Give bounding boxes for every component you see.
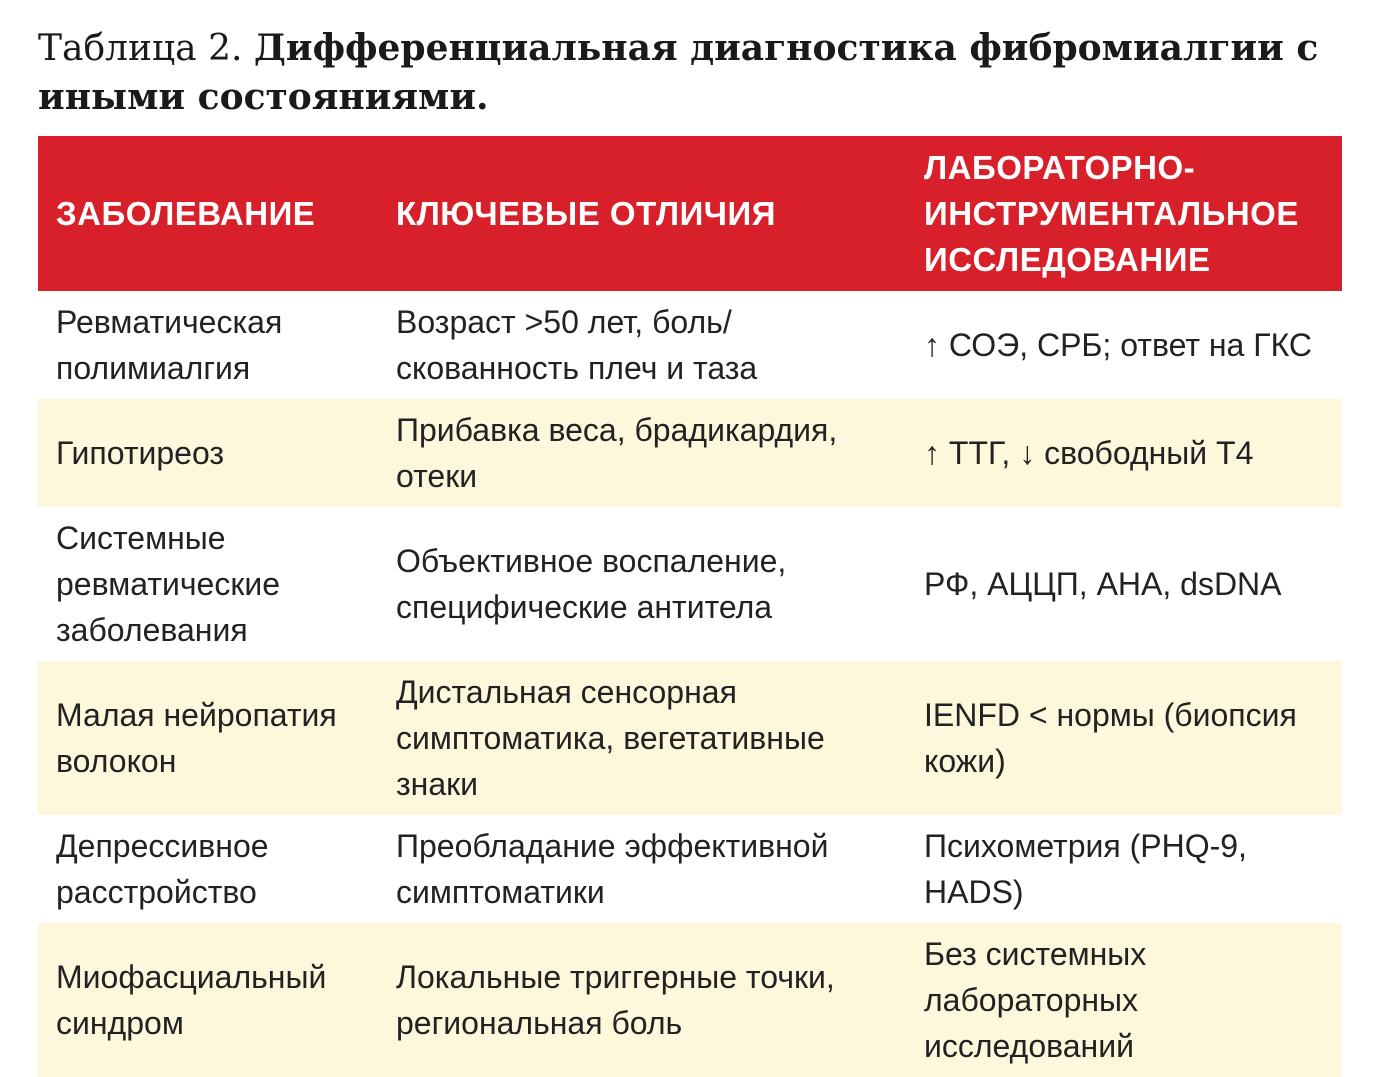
cell-lab-study: ↑ СОЭ, СРБ; ответ на ГКС	[924, 327, 1312, 363]
cell-key-differences: Прибавка веса, брадикардия, отеки	[396, 412, 838, 494]
cell-key-differences: Преобладание эффективной симптоматики	[396, 828, 829, 910]
table-row	[38, 923, 1342, 1077]
cell-lab-study: ↑ ТТГ, ↓ свободный Т4	[924, 435, 1254, 471]
table-caption	[38, 24, 1338, 122]
cell-key-differences: Локальные триггерные точки, региональная боль	[396, 959, 835, 1041]
cell-disease: Ревматическая полимиалгия	[56, 304, 283, 386]
cell-key-differences: Дистальная сенсорная симптоматика, вегетативные знаки	[396, 674, 825, 802]
cell-lab-study: Психометрия (PHQ-9, HADS)	[924, 828, 1247, 910]
table-row	[38, 399, 1342, 507]
caption-title: Дифференциальная диагностика фибромиалгии с иными состояниями.	[38, 27, 1319, 118]
table-row	[38, 815, 1342, 923]
table-body	[38, 291, 1342, 1077]
cell-disease: Гипотиреоз	[56, 435, 225, 471]
table-row	[38, 507, 1342, 661]
header-lab-study: ЛАБОРАТОРНО-ИНСТРУМЕНТАЛЬНОЕ ИССЛЕДОВАНИЕ	[924, 148, 1299, 278]
cell-disease: Миофасциальный синдром	[56, 959, 327, 1041]
header-row	[38, 136, 1342, 291]
cell-lab-study: Без системных лабораторных исследований	[924, 936, 1147, 1064]
cell-disease: Системные ревматические заболевания	[56, 520, 280, 648]
table-row	[38, 661, 1342, 815]
differential-diagnosis-table	[38, 136, 1342, 1077]
caption-label: Таблица 2.	[38, 28, 243, 69]
cell-disease: Малая нейропатия волокон	[56, 697, 337, 779]
table-row	[38, 291, 1342, 399]
header-disease: ЗАБОЛЕВАНИЕ	[56, 194, 316, 232]
header-key-differences: КЛЮЧЕВЫЕ ОТЛИЧИЯ	[396, 194, 776, 232]
cell-lab-study: IENFD < нормы (биопсия кожи)	[924, 697, 1297, 779]
cell-key-differences: Объективное воспаление, специфические антитела	[396, 543, 787, 625]
cell-key-differences: Возраст >50 лет, боль/скованность плеч и таза	[396, 304, 758, 386]
table-header	[38, 136, 1342, 291]
cell-disease: Депрессивное расстройство	[56, 828, 269, 910]
cell-lab-study: РФ, АЦЦП, АНА, dsDNA	[924, 566, 1282, 602]
